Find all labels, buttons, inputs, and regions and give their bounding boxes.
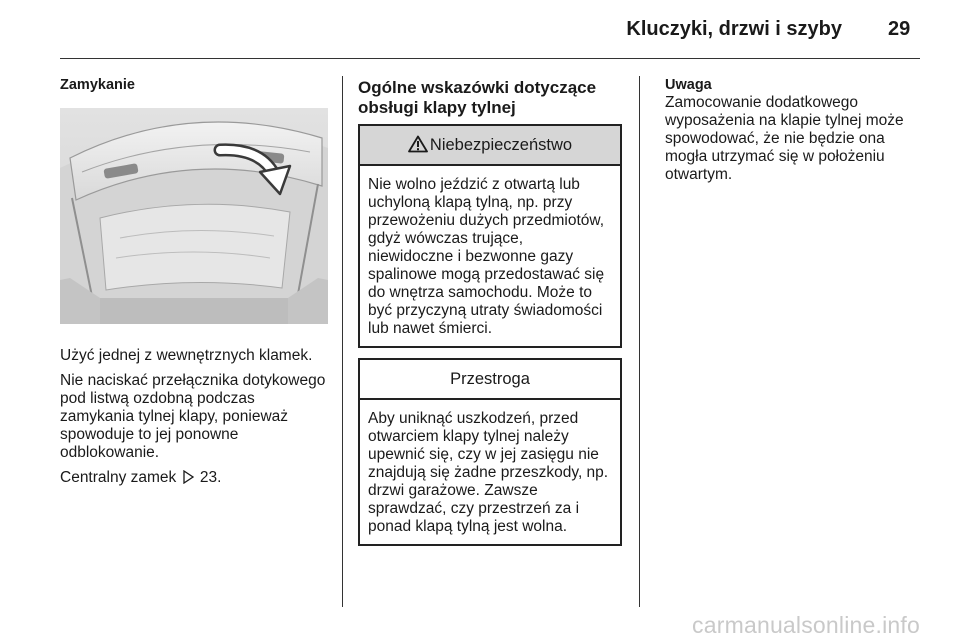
middle-column — [358, 76, 622, 556]
cross-reference — [60, 469, 328, 487]
section-heading: Ogólne wskazówki dotyczące obsługi klapy tylnej — [358, 78, 597, 117]
paragraph-inner-handle: Użyć jednej z wewnętrznych klamek. — [60, 347, 313, 364]
tailgate-illustration — [60, 108, 328, 324]
danger-box — [358, 124, 622, 348]
reference-text: Centralny zamek — [60, 469, 177, 486]
danger-box-header — [360, 126, 620, 166]
reference-page: 23. — [199, 469, 222, 486]
danger-box-title: Niebezpieczeństwo — [429, 136, 573, 154]
right-column — [665, 76, 927, 191]
header-divider — [60, 58, 920, 59]
column-divider-left — [342, 76, 343, 607]
danger-box-text: Nie wolno jeździć z otwartą lub uchyloną klapą tylną, np. przy przewożeniu dużych przedmiotów, gdyż wówczas trujące, niewidoczne i bezwonne gazy spalinowe mogą przedostawać się do wnętrza samochodu. Może to być przyczyną utraty świadomości lub nawet śmierci. — [368, 176, 605, 337]
left-column — [60, 76, 328, 494]
caution-box-text: Aby uniknąć uszkodzeń, przed otwarciem klapy tylnej należy upewnić się, czy w jej zasięgu nie znajdują się żadne przeszkody, np. drzwi garażowe. Zawsze sprawdzać, czy przestrzeń za i ponad klapą tylną jest wolna. — [368, 410, 609, 535]
caution-box — [358, 358, 622, 546]
note-heading: Uwaga — [665, 77, 712, 93]
warning-triangle-icon — [408, 135, 428, 153]
paragraph-touch-switch: Nie naciskać przełącznika dotykowego pod listwą ozdobną podczas zamykania tylnej klapy, ponieważ spowoduje to jej ponowne odblokowanie. — [60, 372, 326, 461]
caution-box-title: Przestroga — [360, 360, 620, 400]
note-text: Zamocowanie dodatkowego wyposażenia na klapie tylnej może spowodować, że nie będzie ona mogła utrzymać się w położeniu otwartym. — [665, 94, 904, 183]
running-header-title: Kluczyki, drzwi i szyby — [626, 18, 842, 40]
page-reference-arrow-icon — [183, 470, 194, 484]
column-divider-right — [639, 76, 640, 607]
page-number: 29 — [888, 18, 911, 40]
watermark: carmanualsonline.info — [692, 612, 920, 638]
section-subheading: Zamykanie — [60, 77, 135, 93]
